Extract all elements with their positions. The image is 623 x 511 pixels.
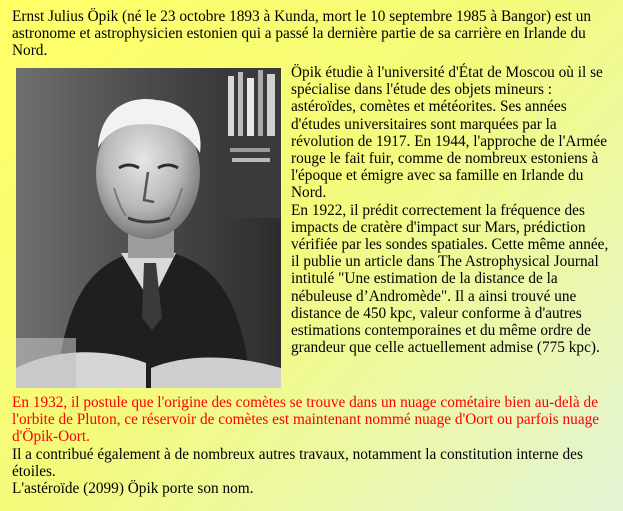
asteroid-paragraph: L'astéroïde (2099) Öpik porte son nom. bbox=[12, 480, 254, 498]
right-text-column bbox=[291, 64, 616, 356]
study-paragraph: Öpik étudie à l'université d'État de Moscou où il se spécialise dans l'étude des objets mineurs : astéroïdes, comètes et météorites. Ses années d'études universitaires sont marquées par la révolution de 1917. En 1944, l'approche de l'Armée rouge le fait fuir, comme de nombreux estoniens à l'époque et émigre avec sa famille en Irlande du Nord. bbox=[291, 64, 608, 202]
mars-andromeda-paragraph: En 1922, il prédit correctement la fréquence des impacts de cratère d'impact sur Mars, prédiction vérifiée par les sondes spatiales. Cette même année, il publie un article dans The Astrophysical Journal intitulé "Une estimation de la distance de la nébuleuse d’Andromède". Il a ainsi trouvé une distance de 450 kpc, valeur conforme à d'autres estimations contemporaines et du même ordre de grandeur que celle actuellement admise (775 kpc). bbox=[291, 201, 609, 357]
oort-cloud-paragraph: En 1932, il postule que l'origine des comètes se trouve dans un nuage cométaire bien au-delà de l'orbite de Pluton, ce réservoir de comètes est maintenant nommé nuage d'Oort ou parfois nuage d'Öpik-Oort. bbox=[12, 394, 600, 446]
other-works-paragraph: Il a contribué également à de nombreux autres travaux, notamment la constitution interne des étoiles. bbox=[12, 445, 583, 480]
intro-paragraph: Ernst Julius Öpik (né le 23 octobre 1893 à Kunda, mort le 10 septembre 1985 à Bangor) est un astronome et astrophysicien estonien qui a passé la dernière partie de sa carrière en Irlande du Nord. bbox=[12, 8, 592, 60]
bottom-text-block bbox=[12, 394, 612, 497]
portrait-photo bbox=[16, 68, 281, 388]
